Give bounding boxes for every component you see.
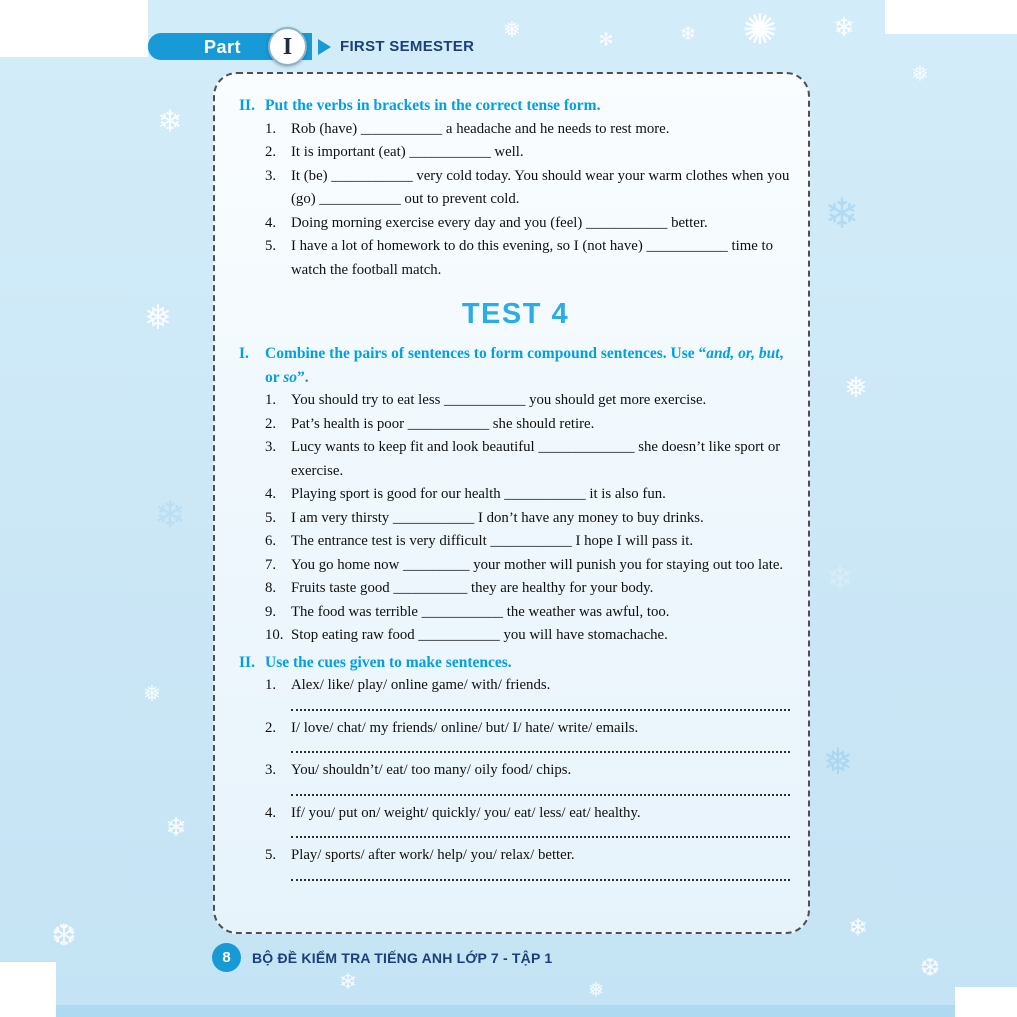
heading-segment: Combine the pairs of sentences to form compound sentences. Use “ — [265, 345, 707, 362]
cue-item-row — [265, 759, 792, 783]
snowflake-icon: ❅ — [822, 742, 854, 782]
test-title: TEST 4 — [461, 298, 570, 330]
item-number: 5. — [265, 847, 277, 863]
page-bottom-edge — [56, 1005, 955, 1017]
cue-item — [265, 759, 792, 796]
page-corner-top-right — [885, 0, 1017, 34]
part-label: Part — [204, 36, 242, 57]
item-text: It is important (eat) ___________ well. — [291, 144, 524, 160]
item-text: Doing morning exercise every day and you (feel) ___________ better. — [291, 214, 708, 231]
exercise-item — [265, 436, 792, 483]
item-text: Fruits taste good __________ they are healthy for your body. — [291, 580, 654, 596]
semester-title: FIRST SEMESTER — [340, 38, 475, 55]
exercise-panel — [213, 72, 810, 934]
snowflake-icon: ❆ — [51, 919, 77, 953]
exercise-item — [265, 165, 792, 212]
cue-item — [265, 844, 792, 881]
item-number: 5. — [265, 238, 277, 254]
item-text: The entrance test is very difficult ___________ I hope I will pass it. — [291, 533, 694, 549]
answer-dotted-line — [291, 740, 790, 753]
section-heading-text — [265, 342, 792, 389]
heading-segment: and, or, — [706, 345, 755, 362]
part-numeral: I — [282, 33, 293, 60]
item-text: It (be) ___________ very cold today. You should wear your warm clothes when you (go) ___________ out to prevent cold. — [291, 167, 790, 207]
item-number: 4. — [265, 804, 277, 821]
item-text: I/ love/ chat/ my friends/ online/ but/ I/ hate/ write/ emails. — [291, 719, 639, 736]
part-number-badge — [268, 27, 307, 66]
page-corner-bottom-right — [955, 987, 1017, 1017]
cue-item — [265, 802, 792, 839]
item-text: If/ you/ put on/ weight/ quickly/ you/ eat/ less/ eat/ healthy. — [291, 804, 641, 821]
exercise-item — [265, 554, 792, 578]
item-number: 2. — [265, 719, 277, 736]
snowflake-icon: ✻ — [598, 29, 614, 50]
item-number: 1. — [265, 392, 277, 408]
exercise-item — [265, 577, 792, 601]
item-number: 10. — [265, 627, 284, 643]
section-heading-cues — [239, 651, 792, 675]
snowflake-icon: ❄ — [826, 560, 854, 596]
chevron-right-icon — [318, 39, 331, 55]
snowflake-icon: ❄ — [824, 192, 860, 238]
exercise-item — [265, 118, 792, 142]
page-number-badge — [212, 943, 241, 972]
exercise-item — [265, 389, 792, 413]
item-number: 2. — [265, 144, 277, 160]
exercise-item — [265, 483, 792, 507]
exercise-item — [265, 413, 792, 437]
section-numeral: II. — [239, 97, 255, 114]
verbs-item-list — [265, 118, 792, 283]
snowflake-icon: ❄ — [833, 13, 855, 42]
item-text: Stop eating raw food ___________ you will have stomachache. — [291, 627, 668, 643]
section-heading-verbs — [239, 94, 792, 118]
page-footer — [212, 943, 552, 972]
item-number: 4. — [265, 486, 277, 502]
item-number: 2. — [265, 415, 277, 432]
heading-segment: so — [283, 368, 298, 386]
exercise-panel-content — [215, 74, 808, 881]
section-heading-text: Put the verbs in brackets in the correct tense form. — [265, 97, 601, 114]
item-number: 3. — [265, 167, 277, 184]
item-number: 5. — [265, 509, 277, 526]
snowflake-icon: ❄ — [165, 813, 187, 842]
exercise-item — [265, 601, 792, 625]
item-number: 3. — [265, 762, 277, 778]
item-text: Rob (have) ___________ a headache and he needs to rest more. — [291, 120, 670, 137]
snowflake-icon: ❆ — [919, 955, 941, 982]
item-text: I have a lot of homework to do this evening, so I (not have) ___________ time to watch the football match. — [291, 238, 774, 278]
snowflake-icon: ❅ — [587, 979, 605, 1002]
section-numeral: I. — [239, 345, 249, 362]
item-text: You/ shouldn’t/ eat/ too many/ oily food/ chips. — [291, 762, 572, 778]
snowflake-icon: ❅ — [502, 17, 522, 42]
cue-item — [265, 674, 792, 711]
item-text: You should try to eat less ___________ you should get more exercise. — [291, 392, 707, 408]
item-text: You go home now _________ your mother will punish you for staying out too late. — [291, 556, 784, 573]
exercise-item — [265, 530, 792, 554]
item-number: 6. — [265, 533, 277, 549]
snowflake-icon: ❅ — [143, 300, 173, 337]
snowflake-icon: ❅ — [844, 373, 868, 404]
snowflake-icon: ❄ — [154, 494, 186, 537]
exercise-item — [265, 212, 792, 236]
exercise-item — [265, 624, 792, 648]
compound-item-list — [265, 389, 792, 648]
heading-segment: , or — [265, 345, 784, 386]
item-number: 8. — [265, 580, 277, 596]
snowflake-icon: ❄ — [157, 105, 183, 139]
item-text: I am very thirsty ___________ I don’t have any money to buy drinks. — [291, 509, 704, 526]
snowflake-icon: ❅ — [910, 61, 930, 86]
item-text: The food was terrible ___________ the weather was awful, too. — [291, 603, 670, 620]
item-text: Play/ sports/ after work/ help/ you/ relax/ better. — [291, 847, 575, 863]
item-number: 4. — [265, 214, 277, 231]
section-numeral: II. — [239, 653, 255, 671]
cue-item-row — [265, 844, 792, 868]
item-number: 3. — [265, 439, 277, 455]
answer-dotted-line — [291, 868, 790, 881]
answer-dotted-line — [291, 698, 790, 711]
page-corner-bottom-left — [0, 962, 56, 1017]
item-text: Playing sport is good for our health ___________ it is also fun. — [291, 486, 666, 502]
cue-item-row — [265, 802, 792, 826]
answer-dotted-line — [291, 783, 790, 796]
cue-item-row — [265, 717, 792, 741]
cues-item-list — [265, 674, 792, 881]
cue-item — [265, 717, 792, 754]
item-number: 1. — [265, 120, 277, 137]
exercise-item — [265, 235, 792, 282]
snowflake-icon: ❅ — [142, 681, 162, 706]
exercise-item — [265, 507, 792, 531]
item-text: Alex/ like/ play/ online game/ with/ friends. — [291, 677, 551, 693]
heading-segment: ”. — [297, 368, 309, 386]
cue-item-row — [265, 674, 792, 698]
heading-segment: but — [758, 345, 780, 362]
page-number: 8 — [222, 949, 231, 966]
section-heading-compound — [239, 342, 792, 389]
item-text: Lucy wants to keep fit and look beautiful _____________ she doesn’t like sport or exercise. — [291, 439, 781, 479]
exercise-item — [265, 141, 792, 165]
snowflake-icon: ❄ — [679, 23, 697, 46]
book-title: BỘ ĐỀ KIỂM TRA TIẾNG ANH LỚP 7 - TẬP 1 — [252, 949, 553, 966]
answer-dotted-line — [291, 825, 790, 838]
snowflake-icon: ❄ — [847, 915, 869, 942]
item-text: Pat’s health is poor ___________ she should retire. — [291, 415, 595, 432]
snowflake-icon: ✺ — [742, 8, 778, 54]
snowflake-icon: ❄ — [338, 969, 358, 994]
item-number: 1. — [265, 677, 277, 693]
item-number: 7. — [265, 556, 277, 573]
page-corner-top-left — [0, 0, 148, 57]
section-heading-text: Use the cues given to make sentences. — [265, 653, 512, 671]
item-number: 9. — [265, 603, 277, 620]
